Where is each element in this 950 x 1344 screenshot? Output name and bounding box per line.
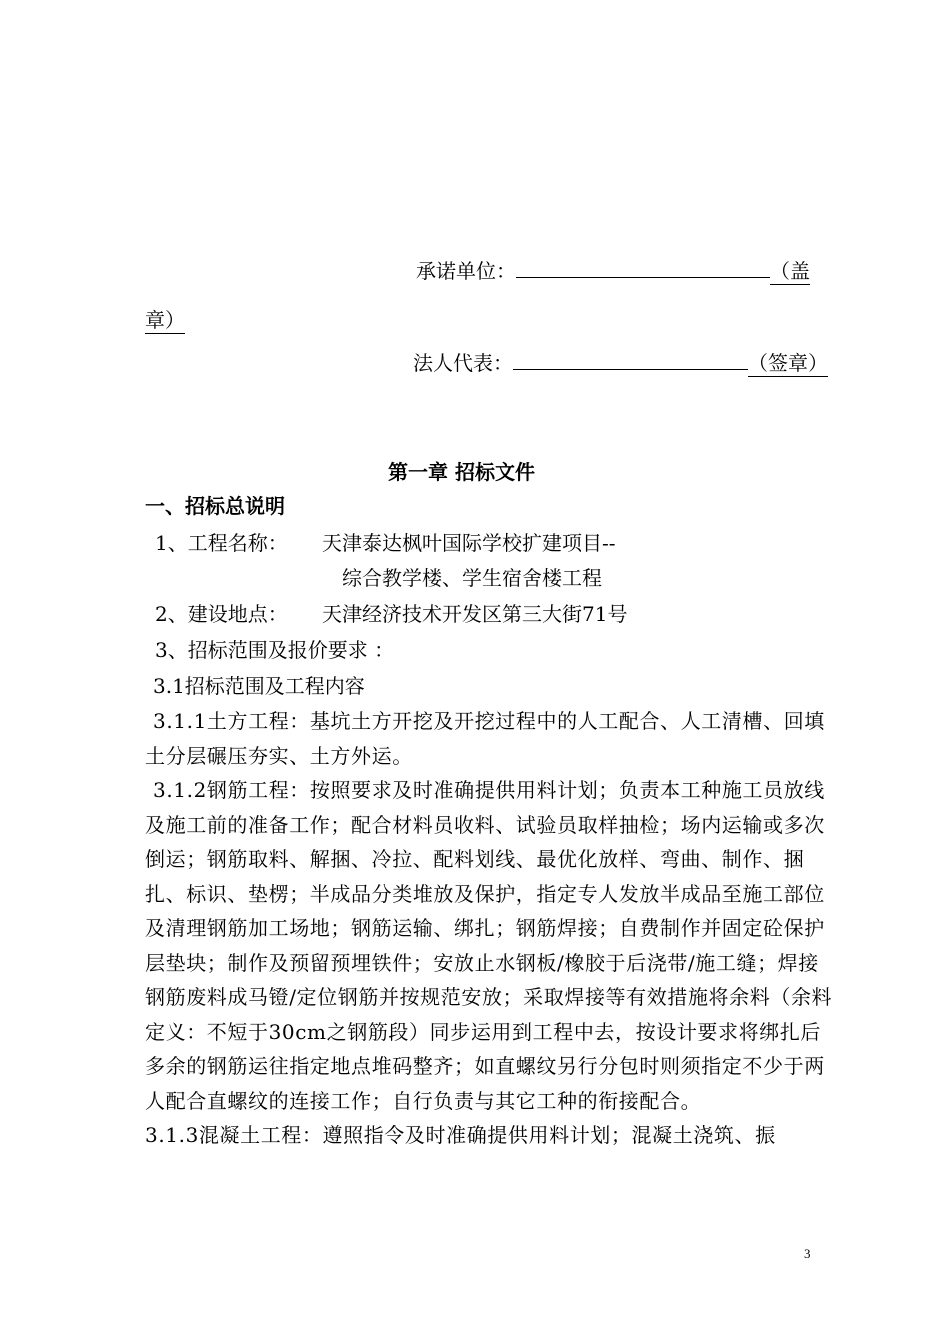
project-name-value-1: 天津泰达枫叶国际学校扩建项目-- [322, 531, 616, 555]
pledge-unit-blank [516, 259, 770, 278]
body-paragraphs [145, 704, 835, 1153]
paragraph-rebar: 3.1.2钢筋工程：按照要求及时准确提供用料计划；负责本工种施工员放线及施工前的准备工作；配合材料员收料、试验员取样抽检；场内运输或多次倒运；钢筋取料、解捆、冷拉、配料划线、最优化放样、弯曲、制作、捆扎、标识、垫楞；半成品分类堆放及保护，指定专人发放半成品至施工部位及清理钢筋加工场地；钢筋运输、绑扎；钢筋焊接；自费制作并固定砼保护层垫块；制作及预留预埋铁件；安放止水钢板/橡胶于后浇带/施工缝；焊接钢筋废料成马镫/定位钢筋并按规范安放；采取焊接等有效措施将余料（余料定义：不短于30cm之钢筋段）同步运用到工程中去，按设计要求将绑扎后多余的钢筋运往指定地点堆码整齐；如直螺纹另行分包时则须指定不少于两人配合直螺纹的连接工作；自行负责与其它工种的衔接配合。 [145, 778, 833, 1113]
scope-subtitle: 3.1招标范围及工程内容 [153, 674, 365, 698]
location-value: 天津经济技术开发区第三大街71号 [322, 602, 628, 626]
pledge-rep-label: 法人代表： [413, 351, 513, 375]
project-name-value-2: 综合教学楼、学生宿舍楼工程 [342, 566, 602, 590]
pledge-rep-blank [513, 351, 748, 370]
section-title: 一、招标总说明 [145, 494, 285, 518]
project-name-label: 1、工程名称： [155, 531, 288, 555]
paragraph-earthwork: 3.1.1土方工程：基坑土方开挖及开挖过程中的人工配合、人工清槽、回填土分层碾压夯实、土方外运。 [145, 709, 825, 768]
scope-title: 3、招标范围及报价要求 ： [155, 638, 395, 662]
pledge-rep-suffix: （签章） [748, 351, 828, 375]
chapter-title: 第一章 招标文件 [388, 460, 535, 484]
pledge-unit-line-cont [145, 307, 185, 333]
location-label: 2、建设地点： [155, 602, 288, 626]
pledge-unit-label: 承诺单位： [416, 259, 516, 283]
pledge-rep-line [413, 350, 828, 376]
pledge-unit-suffix-cont: 章） [145, 308, 185, 332]
pledge-unit-suffix: （盖 [770, 259, 810, 283]
page-number: 3 [804, 1246, 811, 1261]
paragraph-concrete: 3.1.3混凝土工程：遵照指令及时准确提供用料计划；混凝土浇筑、振 [145, 1123, 776, 1147]
pledge-unit-line [416, 258, 810, 284]
